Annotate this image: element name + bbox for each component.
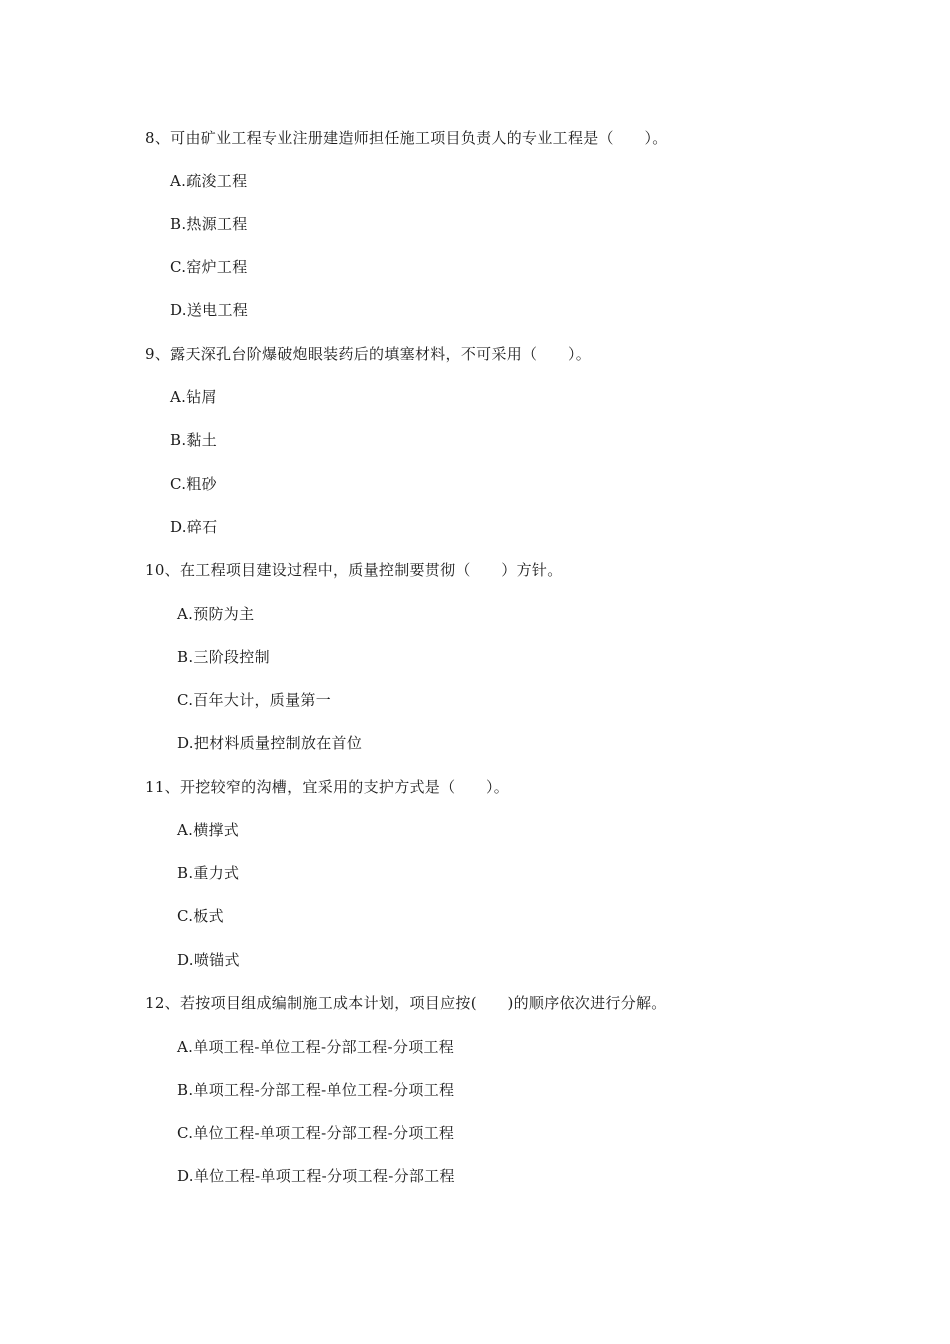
- question-8-option-a: A.疏浚工程: [170, 172, 248, 190]
- question-12-option-a: A.单项工程-单位工程-分部工程-分项工程: [177, 1038, 455, 1056]
- question-12-stem: 12、若按项目组成编制施工成本计划，项目应按( )的顺序依次进行分解。: [145, 994, 667, 1012]
- question-8-stem: 8、可由矿业工程专业注册建造师担任施工项目负责人的专业工程是（ ）。: [145, 129, 668, 147]
- question-11-option-c: C.板式: [177, 907, 224, 925]
- question-10-option-b: B.三阶段控制: [177, 648, 270, 666]
- question-9-stem: 9、露天深孔台阶爆破炮眼装药后的填塞材料，不可采用（ ）。: [145, 345, 592, 363]
- question-12-option-b: B.单项工程-分部工程-单位工程-分项工程: [177, 1081, 455, 1099]
- question-11-option-b: B.重力式: [177, 864, 240, 882]
- question-9-option-a: A.钻屑: [170, 388, 217, 406]
- question-8-option-b: B.热源工程: [170, 215, 248, 233]
- question-9-option-b: B.黏土: [170, 431, 217, 449]
- question-11-option-a: A.横撑式: [177, 821, 240, 839]
- question-8-option-c: C.窑炉工程: [170, 258, 248, 276]
- question-9-option-d: D.碎石: [170, 518, 218, 536]
- question-10-option-a: A.预防为主: [177, 605, 255, 623]
- question-10-option-c: C.百年大计，质量第一: [177, 691, 332, 709]
- question-11-option-d: D.喷锚式: [177, 951, 240, 969]
- question-8-option-d: D.送电工程: [170, 301, 249, 319]
- question-12-option-c: C.单位工程-单项工程-分部工程-分项工程: [177, 1124, 455, 1142]
- question-10-stem: 10、在工程项目建设过程中，质量控制要贯彻（ ）方针。: [145, 561, 563, 579]
- question-11-stem: 11、开挖较窄的沟槽，宜采用的支护方式是（ ）。: [145, 778, 510, 796]
- question-9-option-c: C.粗砂: [170, 475, 217, 493]
- question-12-option-d: D.单位工程-单项工程-分项工程-分部工程: [177, 1167, 455, 1185]
- question-10-option-d: D.把材料质量控制放在首位: [177, 734, 363, 752]
